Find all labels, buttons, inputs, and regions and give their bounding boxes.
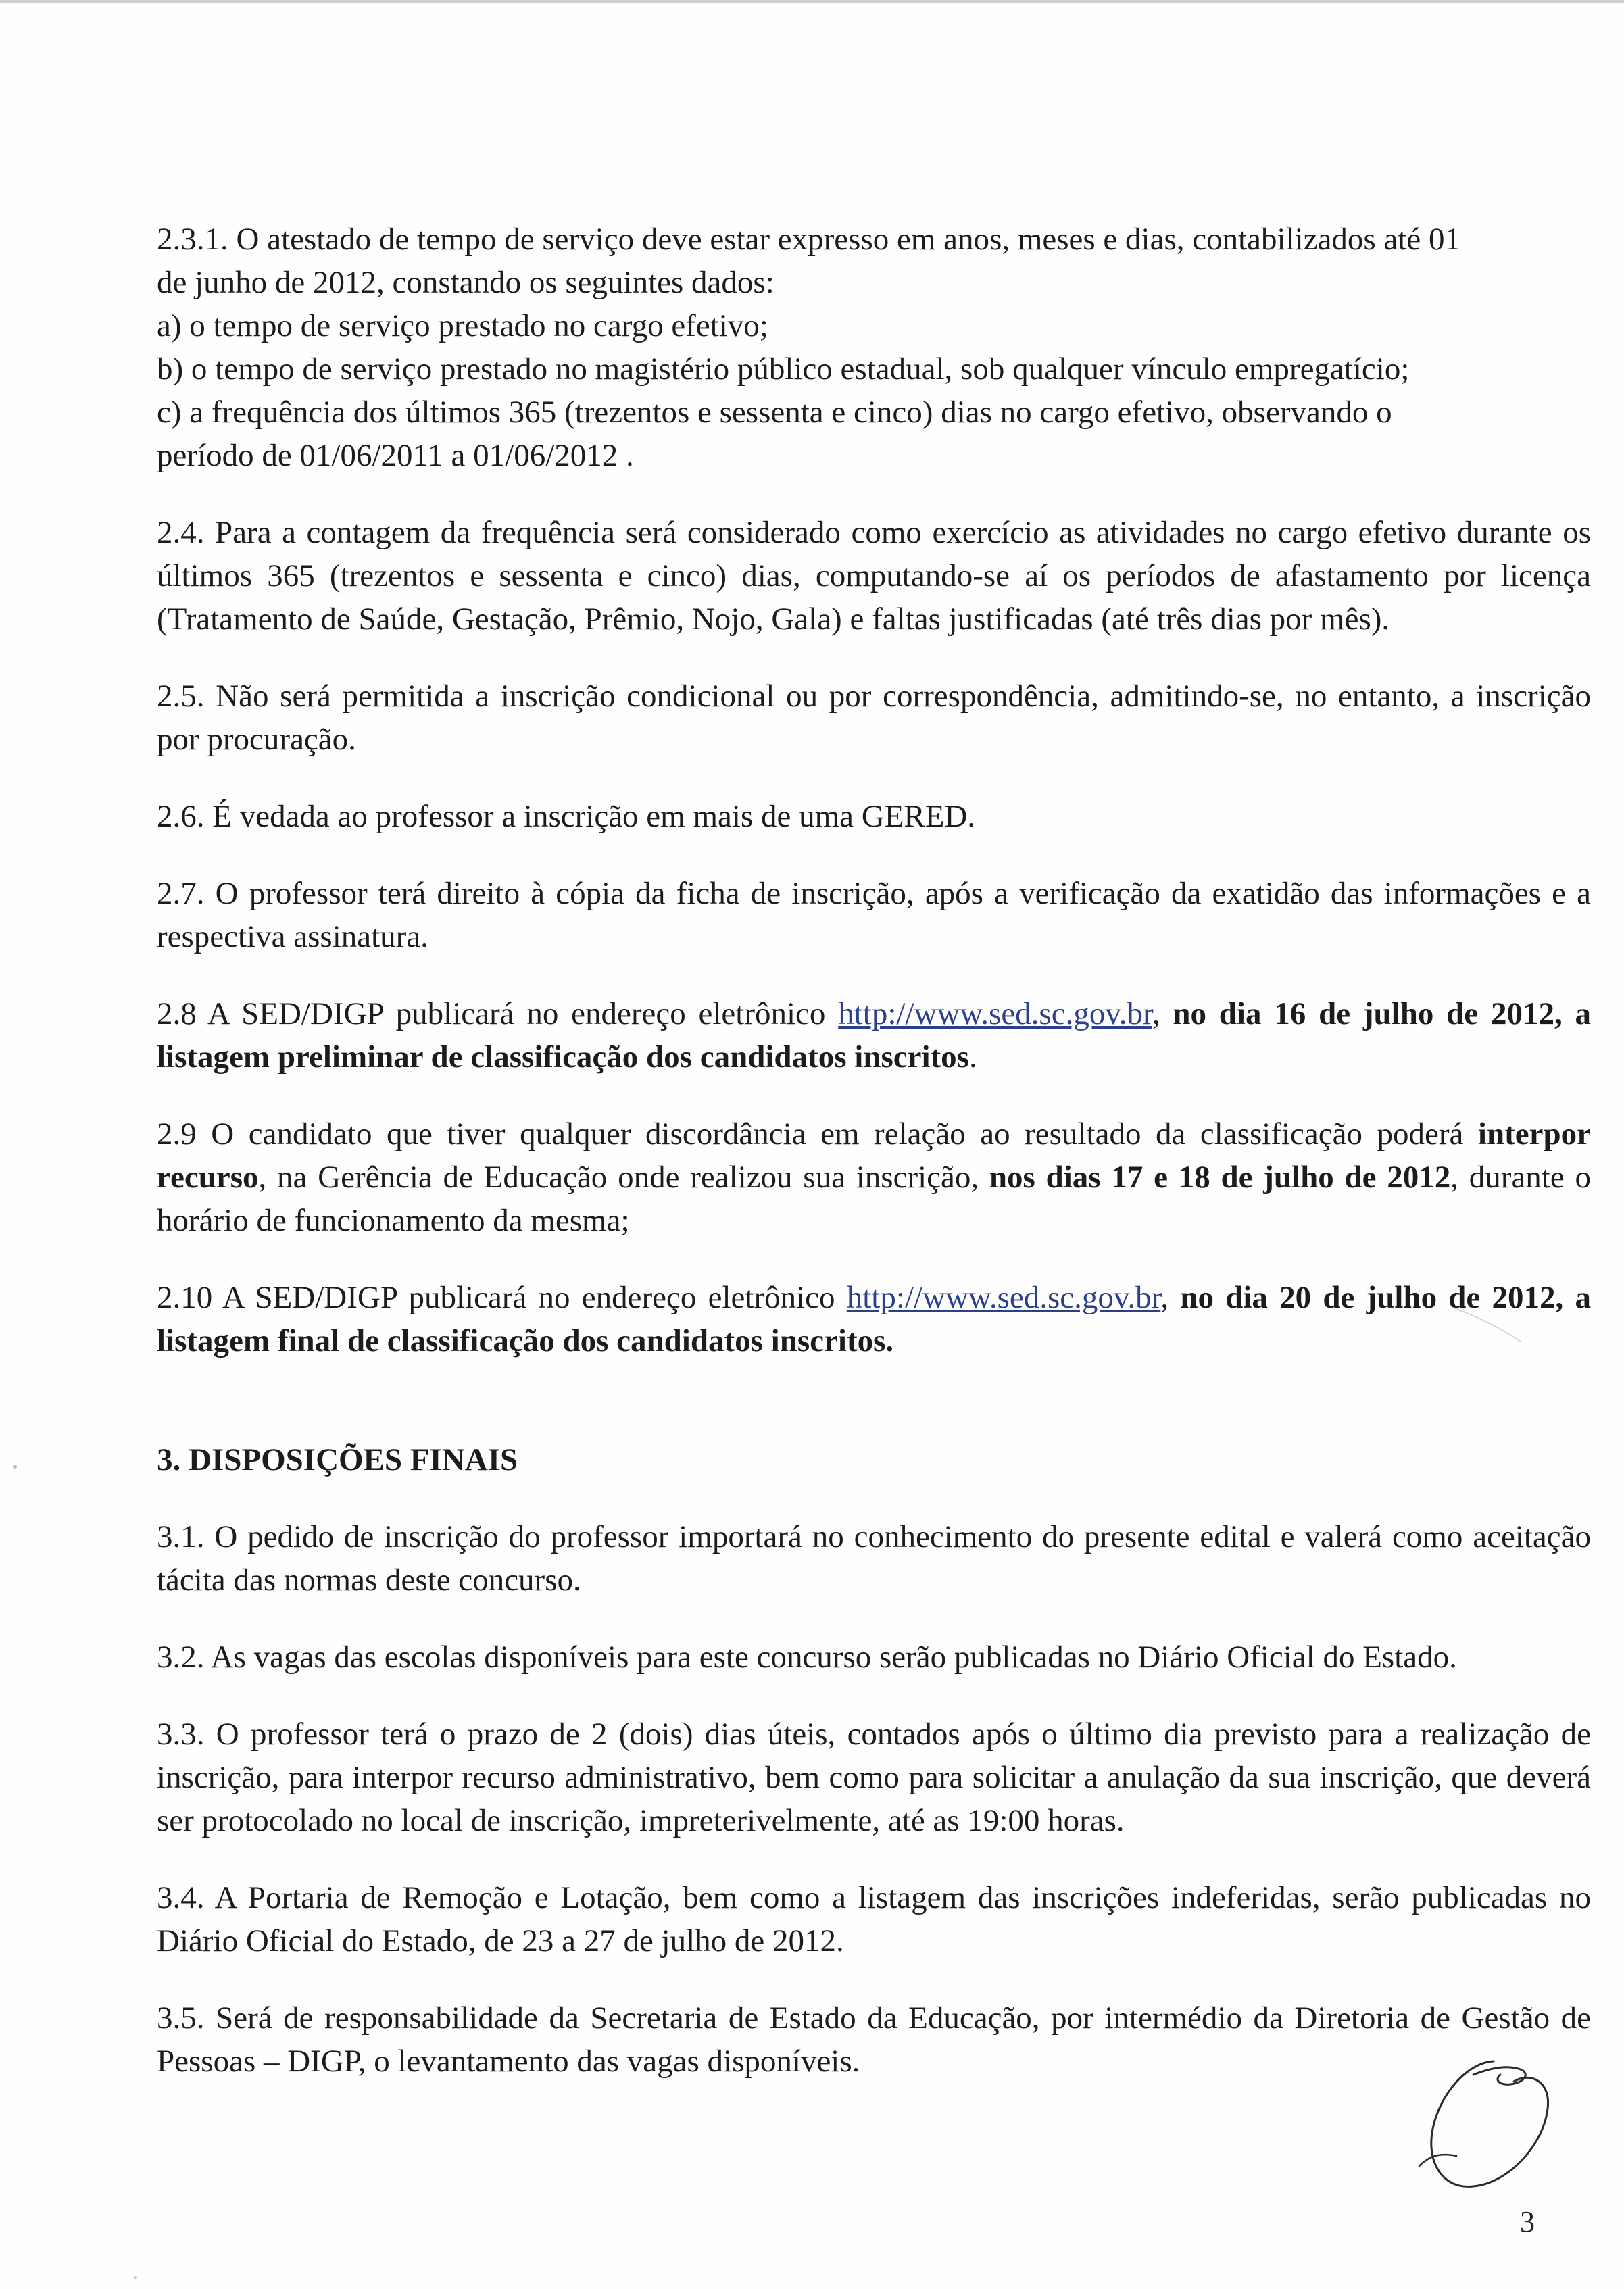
paragraph-2-4: 2.4. Para a contagem da frequência será considerado como exercício as atividades no cargo efetivo durante os últimos 365 (trezentos e sessenta e cinco) dias, computando-se aí os períodos de afastamento por licença (Tratamento de Saúde, Gestação, Prêmio, Nojo, Gala) e faltas justificadas (até três dias por mês). [157,515,1591,637]
paragraph-2-10-bold: no dia 20 de julho de 2012, a listagem final de classificação dos candidatos inscritos. [157,1280,1592,1358]
paragraph-2-9-text: 2.9 O candidato que tiver qualquer discordância em relação ao resultado da classificação poderá [157,1116,1478,1152]
paragraph-3-1: 3.1. O pedido de inscrição do professor importará no conhecimento do presente edital e valerá como aceitação tácita das normas deste concurso. [157,1519,1591,1598]
paragraph-2-8-separator: , [1152,996,1173,1031]
paragraph-2-9-bold-recurso: interpor recurso [157,1116,1591,1195]
scan-top-edge [0,0,1624,3]
list-item-a: a) o tempo de serviço prestado no cargo efetivo; [157,308,768,343]
section-heading-3: 3. DISPOSIÇÕES FINAIS [157,1442,518,1477]
paragraph-3-4: 3.4. A Portaria de Remoção e Lotação, bem como a listagem das inscrições indeferidas, serão publicadas no Diário Oficial do Estado, de 23 a 27 de julho de 2012. [157,1880,1591,1959]
sed-website-link-2[interactable]: http://www.sed.sc.gov.br [846,1280,1161,1315]
text-line: período de 01/06/2011 a 01/06/2012 . [157,438,634,473]
text-line: 2.3.1. O atestado de tempo de serviço deve estar expresso em anos, meses e dias, contabilizados até 01 [157,222,1460,257]
paragraph-2-8-bold: no dia 16 de julho de 2012, a listagem preliminar de classificação dos candidatos inscritos [157,996,1592,1075]
paragraph-2-8-text: 2.8 A SED/DIGP publicará no endereço eletrônico [157,996,839,1031]
text-line: de junho de 2012, constando os seguintes dados: [157,265,774,300]
paragraph-2-9-end: , durante o horário de funcionamento da mesma; [157,1160,1591,1238]
paragraph-3-5: 3.5. Será de responsabilidade da Secretaria de Estado da Educação, por intermédio da Diretoria de Gestão de Pessoas – DIGP, o levantamento das vagas disponíveis. [157,2000,1591,2079]
paragraph-2-8 [157,992,1591,1079]
page-number: 3 [1520,2205,1535,2238]
paragraph-3-3: 3.3. O professor terá o prazo de 2 (dois) dias úteis, contados após o último dia previsto para a realização de inscrição, para interpor recurso administrativo, bem como para solicitar a anulação da sua inscrição, que deverá ser protocolado no local de inscrição, impreterivelmente, até as 19:00 horas. [157,1717,1591,1838]
list-item-b: b) o tempo de serviço prestado no magistério público estadual, sob qualquer vínculo empregatício; [157,351,1410,387]
paragraph-2-6: 2.6. É vedada ao professor a inscrição em mais de uma GERED. [157,799,976,834]
paragraph-3-2: 3.2. As vagas das escolas disponíveis para este concurso serão publicadas no Diário Oficial do Estado. [157,1640,1457,1675]
paragraph-2-5: 2.5. Não será permitida a inscrição condicional ou por correspondência, admitindo-se, no entanto, a inscrição por procuração. [157,679,1591,757]
paragraph-2-8-end: . [968,1039,977,1075]
paragraph-2-10-text: 2.10 A SED/DIGP publicará no endereço eletrônico [157,1280,847,1315]
paragraph-2-10 [157,1276,1591,1362]
paragraph-2-9 [157,1112,1591,1242]
paragraph-2-7: 2.7. O professor terá direito à cópia da ficha de inscrição, após a verificação da exatidão das informações e a respectiva assinatura. [157,876,1591,954]
paragraph-2-9-middle: , na Gerência de Educação onde realizou sua inscrição, [258,1160,989,1195]
paragraph-2-10-separator: , [1160,1280,1181,1315]
handwritten-signature [1392,2054,1568,2196]
document-body [157,218,1591,2083]
sed-website-link[interactable]: http://www.sed.sc.gov.br [838,996,1152,1031]
paragraph-2-9-bold-dates: nos dias 17 e 18 de julho de 2012 [989,1160,1451,1195]
list-item-c: c) a frequência dos últimos 365 (trezentos e sessenta e cinco) dias no cargo efetivo, observando o [157,395,1392,430]
paragraph-2-3-1 [157,218,1591,477]
